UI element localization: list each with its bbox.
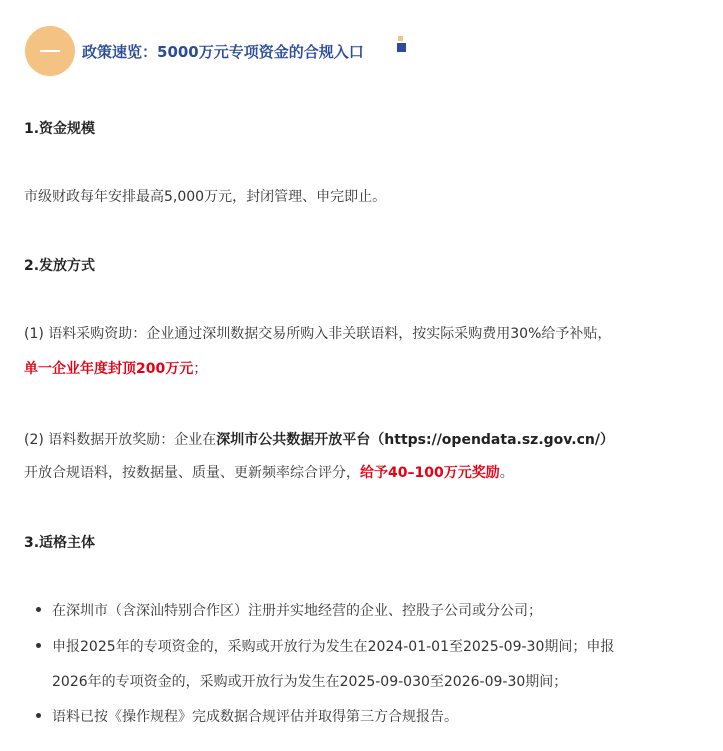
item2-line1 [24, 429, 614, 449]
item1-line2 [24, 358, 207, 378]
item1-cap-highlight: 单一企业年度封顶200万元 [24, 361, 194, 377]
heading-eligibility: 3.适格主体 [24, 535, 96, 551]
item1-line1: (1) 语料采购资助：企业通过深圳数据交易所购入非关联语料，按实际采购费用30%给予补贴， [24, 326, 612, 342]
bullet-dot-icon [36, 643, 41, 648]
section-header [25, 26, 705, 76]
bullet-dot-icon [36, 713, 41, 718]
item2-line2-tail: 。 [499, 465, 514, 481]
item2-line1-prefix: (2) 语料数据开放奖励：企业在 [24, 432, 217, 448]
paragraph-fund-scale: 市级财政每年安排最高5,000万元，封闭管理、申完即止。 [24, 189, 387, 205]
heading-distribution: 2.发放方式 [24, 258, 96, 274]
list-item-continuation: 2026年的专项资金的，采购或开放行为发生在2025-09-030至2026-09-30期间； [52, 674, 568, 690]
item2-line2-prefix: 开放合规语料，按数据量、质量、更新频率综合评分， [24, 465, 360, 481]
list-item: 在深圳市（含深汕特别合作区）注册并实地经营的企业、控股子公司或分公司； [52, 603, 542, 619]
list-item: 申报2025年的专项资金的，采购或开放行为发生在2024-01-01至2025-09-30期间；申报 [52, 639, 615, 655]
decor-square-orange-icon [398, 36, 403, 41]
section-badge-icon [25, 26, 75, 76]
list-item: 语料已按《操作规程》完成数据合规评估并取得第三方合规报告。 [52, 709, 458, 725]
decor-square-blue-icon [397, 43, 406, 52]
bullet-dot-icon [36, 607, 41, 612]
item1-line2-tail: ； [193, 361, 208, 377]
item2-reward-highlight: 给予40–100万元奖励 [360, 465, 500, 481]
page-title: 政策速览：5000万元专项资金的合规入口 [82, 43, 364, 61]
platform-name: 深圳市公共数据开放平台（https://opendata.sz.gov.cn/） [216, 432, 614, 448]
item2-line2 [24, 462, 514, 482]
heading-fund-scale: 1.资金规模 [24, 121, 96, 137]
